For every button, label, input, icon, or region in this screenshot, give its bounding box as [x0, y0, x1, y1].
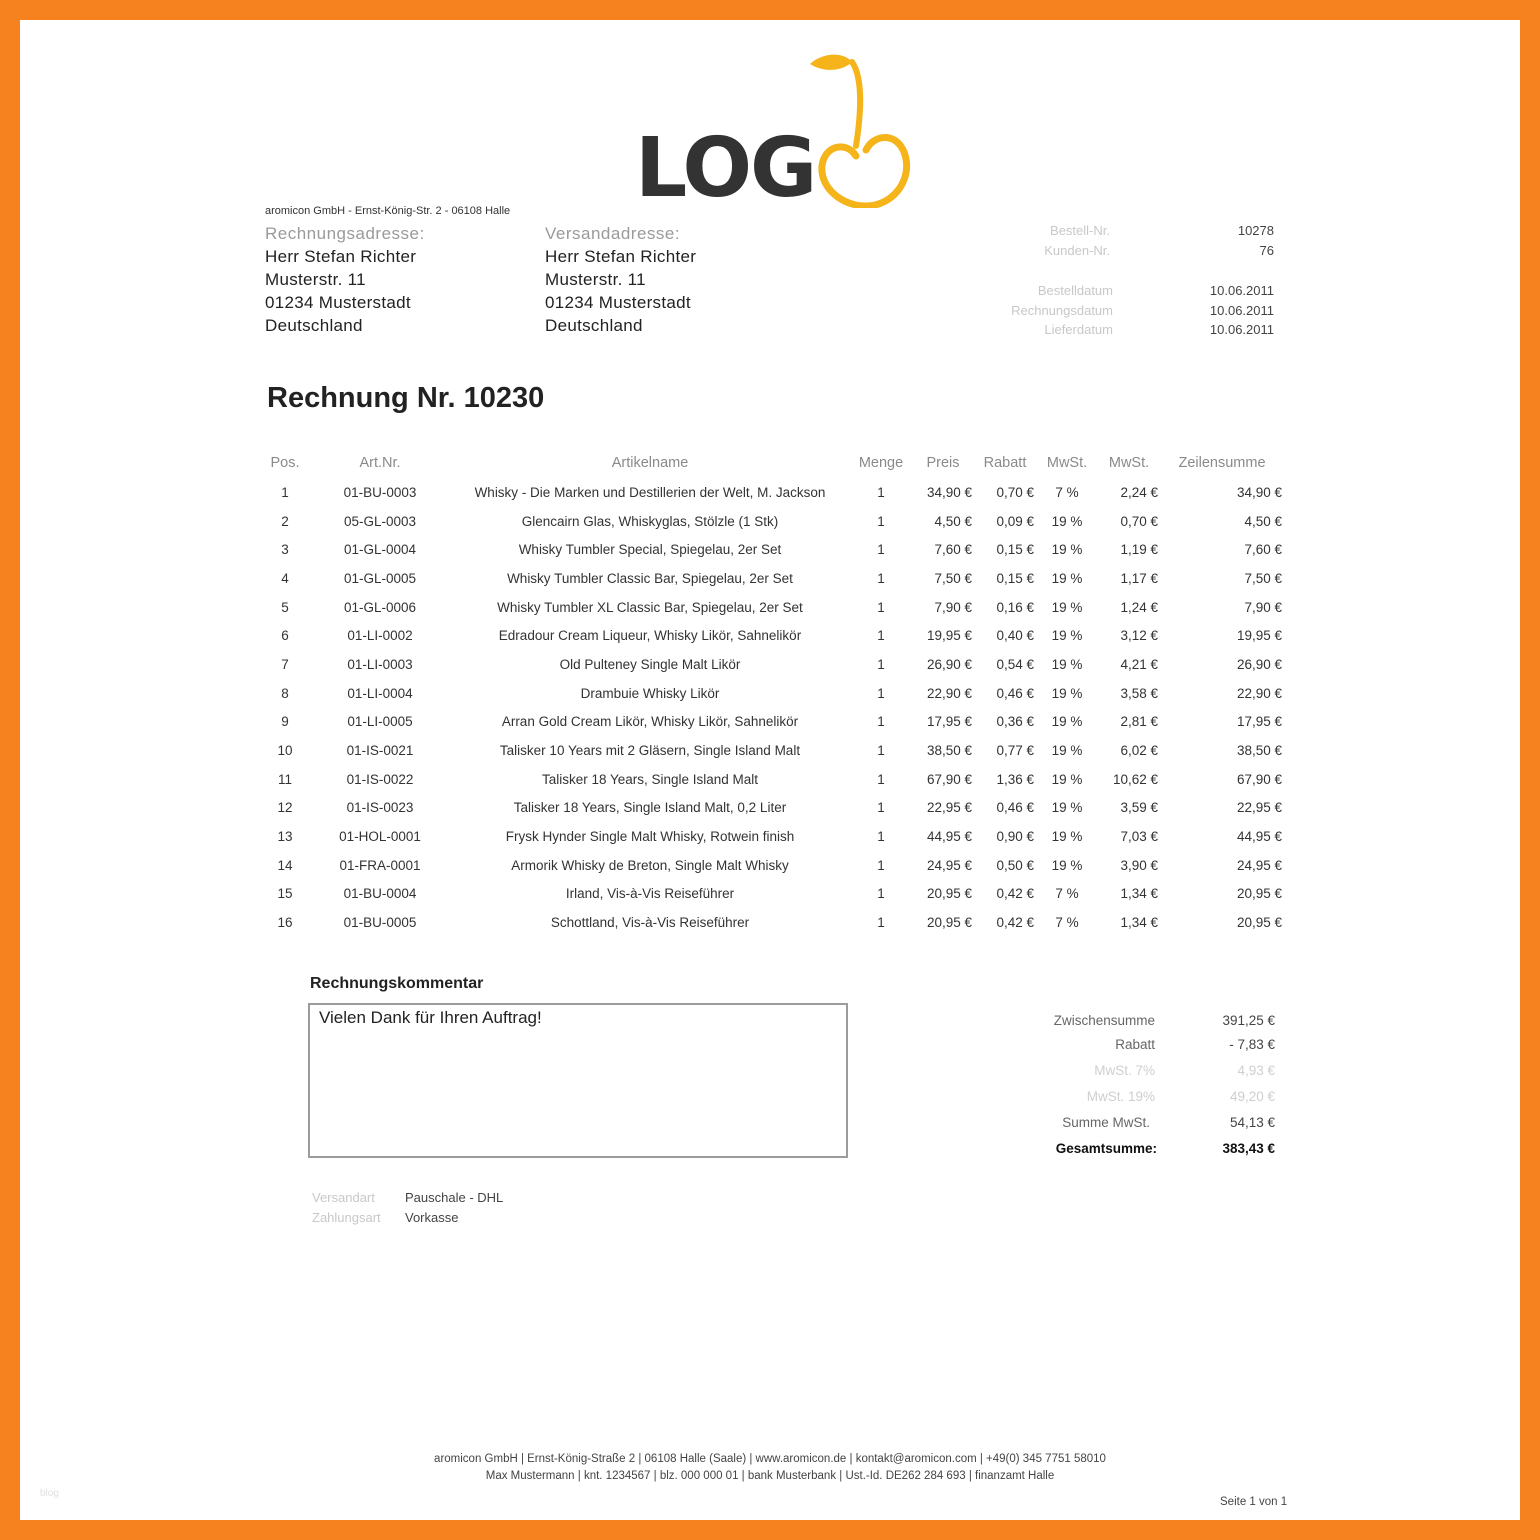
pos-cell: 12: [277, 800, 293, 816]
price-cell: 22,90 €: [926, 685, 972, 701]
comment-box: [308, 1003, 848, 1158]
pos-cell: 11: [277, 771, 292, 787]
vat19-label: MwSt. 19%: [1086, 1089, 1155, 1104]
article-name-cell: Old Pulteney Single Malt Likör: [559, 656, 741, 672]
shipping-address: [545, 222, 696, 337]
line-total-cell: 7,90 €: [1244, 599, 1282, 615]
column-header: MwSt.: [1108, 455, 1150, 471]
footer-line-1: aromicon GmbH | Ernst-König-Straße 2 | 06108 Halle (Saale) | www.aromicon.de | kontakt@aromicon.com | +49(0) 345 7751 58010: [434, 1453, 1106, 1465]
vat-amount-cell: 3,59 €: [1120, 800, 1158, 816]
vat-rate-cell: 19 %: [1051, 829, 1083, 845]
order-number-value: 10278: [1237, 223, 1274, 238]
vat-rate-cell: 7 %: [1055, 484, 1079, 500]
vat-rate-cell: 19 %: [1051, 656, 1083, 672]
article-number-cell: 01-IS-0021: [346, 743, 414, 759]
column-header: Menge: [858, 455, 904, 471]
table-row: [260, 679, 1284, 708]
vat-rate-cell: 19 %: [1051, 513, 1083, 529]
article-name-cell: Whisky - Die Marken und Destillerien der Welt, M. Jackson: [474, 484, 826, 500]
price-cell: 4,50 €: [934, 513, 972, 529]
line-total-cell: 19,95 €: [1236, 628, 1282, 644]
table-row: [260, 794, 1284, 823]
billing-line: Herr Stefan Richter: [265, 247, 417, 266]
discount-cell: 0,36 €: [996, 714, 1034, 730]
discount-value: - 7,83 €: [1229, 1037, 1275, 1052]
price-cell: 26,90 €: [926, 656, 972, 672]
quantity-cell: 1: [877, 857, 885, 873]
article-number-cell: 01-LI-0003: [347, 656, 413, 672]
quantity-cell: 1: [877, 771, 885, 787]
pos-cell: 13: [277, 829, 293, 845]
table-row: [260, 650, 1284, 679]
column-header: Pos.: [270, 455, 300, 471]
article-name-cell: Glencairn Glas, Whiskyglas, Stölzle (1 Stk): [521, 513, 779, 529]
discount-cell: 0,42 €: [996, 886, 1034, 902]
pos-cell: 1: [281, 484, 289, 500]
price-cell: 22,95 €: [926, 800, 972, 816]
line-total-cell: 4,50 €: [1244, 513, 1282, 529]
billing-address: [265, 222, 425, 337]
vat-rate-cell: 19 %: [1051, 743, 1083, 759]
discount-cell: 1,36 €: [996, 771, 1034, 787]
vat-amount-cell: 2,81 €: [1120, 714, 1158, 730]
column-header: MwSt.: [1046, 455, 1088, 471]
vat-amount-cell: 3,12 €: [1120, 628, 1158, 644]
shipping-line: Herr Stefan Richter: [545, 247, 697, 266]
pos-cell: 14: [277, 857, 293, 873]
table-row: [260, 535, 1284, 564]
line-total-cell: 22,90 €: [1236, 685, 1282, 701]
article-number-cell: 01-LI-0004: [347, 685, 413, 701]
price-cell: 17,95 €: [926, 714, 972, 730]
invoice-page: [20, 20, 1520, 1520]
vat-rate-cell: 7 %: [1055, 915, 1079, 931]
pos-cell: 8: [281, 685, 289, 701]
table-row: [260, 851, 1284, 880]
line-total-cell: 17,95 €: [1236, 714, 1282, 730]
order-number-label: Bestell-Nr.: [1050, 223, 1110, 238]
subtotal-label: Zwischensumme: [1053, 1013, 1155, 1028]
quantity-cell: 1: [877, 714, 885, 730]
table-row: [260, 593, 1284, 622]
table-row: [260, 880, 1284, 909]
pos-cell: 6: [281, 628, 289, 644]
line-total-cell: 24,95 €: [1236, 857, 1282, 873]
line-total-cell: 22,95 €: [1236, 800, 1282, 816]
article-number-cell: 01-IS-0022: [346, 771, 414, 787]
price-cell: 34,90 €: [926, 484, 972, 500]
article-number-cell: 01-LI-0005: [347, 714, 413, 730]
article-name-cell: Schottland, Vis-à-Vis Reiseführer: [550, 915, 750, 931]
logo-text: LOG: [635, 121, 816, 216]
pos-cell: 5: [281, 599, 289, 615]
line-total-cell: 20,95 €: [1236, 915, 1282, 931]
vat-rate-cell: 19 %: [1051, 857, 1083, 873]
line-total-cell: 7,50 €: [1244, 570, 1282, 586]
payment-method-label: Zahlungsart: [312, 1210, 381, 1225]
line-total-cell: 26,90 €: [1236, 656, 1282, 672]
price-cell: 7,60 €: [934, 542, 972, 558]
table-row: [260, 507, 1284, 536]
discount-cell: 0,16 €: [996, 599, 1034, 615]
vat-amount-cell: 10,62 €: [1112, 771, 1158, 787]
price-cell: 67,90 €: [926, 771, 972, 787]
quantity-cell: 1: [877, 542, 885, 558]
comment-label: Rechnungskommentar: [310, 975, 484, 992]
vat-amount-cell: 3,90 €: [1120, 857, 1158, 873]
vat-amount-cell: 0,70 €: [1120, 513, 1158, 529]
discount-cell: 0,77 €: [996, 743, 1034, 759]
watermark: blog: [40, 1488, 59, 1499]
discount-cell: 0,50 €: [996, 857, 1034, 873]
quantity-cell: 1: [877, 886, 885, 902]
order-date-label: Bestelldatum: [1037, 283, 1113, 298]
pos-cell: 4: [281, 570, 289, 586]
article-name-cell: Irland, Vis-à-Vis Reiseführer: [565, 886, 735, 902]
invoice-date-value: 10.06.2011: [1209, 303, 1274, 318]
vat-amount-cell: 1,34 €: [1120, 915, 1158, 931]
vat-amount-cell: 1,19 €: [1120, 542, 1158, 558]
line-total-cell: 67,90 €: [1236, 771, 1282, 787]
discount-cell: 0,09 €: [996, 513, 1034, 529]
order-date-value: 10.06.2011: [1209, 283, 1274, 298]
vat-amount-cell: 1,17 €: [1120, 570, 1158, 586]
grand-total-value: 383,43 €: [1222, 1141, 1275, 1156]
grand-total-label: Gesamtsumme:: [1055, 1141, 1157, 1156]
price-cell: 7,50 €: [934, 570, 972, 586]
discount-cell: 0,90 €: [996, 829, 1034, 845]
table-row: [260, 621, 1284, 650]
table-row: [260, 822, 1284, 851]
article-number-cell: 05-GL-0003: [343, 513, 417, 529]
billing-line: Musterstr. 11: [265, 270, 366, 289]
line-total-cell: 34,90 €: [1236, 484, 1282, 500]
comment-text: Vielen Dank für Ihren Auftrag!: [319, 1008, 542, 1027]
vat19-value: 49,20 €: [1229, 1089, 1275, 1104]
discount-cell: 0,15 €: [996, 542, 1034, 558]
article-name-cell: Whisky Tumbler Special, Spiegelau, 2er Set: [518, 542, 782, 558]
line-total-cell: 20,95 €: [1236, 886, 1282, 902]
vat-amount-cell: 1,34 €: [1120, 886, 1158, 902]
vat-rate-cell: 19 %: [1051, 771, 1083, 787]
vat-rate-cell: 19 %: [1051, 714, 1083, 730]
price-cell: 44,95 €: [926, 829, 972, 845]
footer-line-2: Max Mustermann | knt. 1234567 | blz. 000 000 01 | bank Musterbank | Ust.-Id. DE262 284 693 | finanzamt Halle: [485, 1470, 1055, 1482]
invoice-title: Rechnung Nr. 10230: [267, 382, 545, 414]
shipping-method-label: Versandart: [312, 1190, 375, 1205]
shipping-method-value: Pauschale - DHL: [405, 1190, 504, 1205]
article-number-cell: 01-HOL-0001: [339, 829, 421, 845]
article-number-cell: 01-LI-0002: [347, 628, 413, 644]
table-row: [260, 708, 1284, 737]
line-total-cell: 38,50 €: [1236, 743, 1282, 759]
discount-cell: 0,42 €: [996, 915, 1034, 931]
vat7-value: 4,93 €: [1237, 1063, 1275, 1078]
article-name-cell: Talisker 18 Years, Single Island Malt: [541, 771, 759, 787]
quantity-cell: 1: [877, 829, 885, 845]
column-header: Zeilensumme: [1178, 455, 1266, 471]
discount-cell: 0,54 €: [996, 656, 1034, 672]
discount-cell: 0,46 €: [996, 800, 1034, 816]
price-cell: 7,90 €: [934, 599, 972, 615]
table-row: [260, 765, 1284, 794]
quantity-cell: 1: [877, 484, 885, 500]
article-number-cell: 01-BU-0004: [343, 886, 417, 902]
quantity-cell: 1: [877, 743, 885, 759]
article-name-cell: Armorik Whisky de Breton, Single Malt Whisky: [511, 857, 789, 873]
discount-cell: 0,46 €: [996, 685, 1034, 701]
pos-cell: 15: [277, 886, 293, 902]
shipping-address-label: Versandadresse:: [545, 224, 681, 243]
subtotal-value: 391,25 €: [1222, 1013, 1275, 1028]
vat-rate-cell: 19 %: [1051, 628, 1083, 644]
article-number-cell: 01-GL-0005: [343, 570, 417, 586]
pos-cell: 7: [281, 656, 289, 672]
line-total-cell: 44,95 €: [1236, 829, 1282, 845]
table-row: [260, 908, 1284, 937]
discount-label: Rabatt: [1115, 1037, 1155, 1052]
price-cell: 20,95 €: [926, 886, 972, 902]
payment-method-value: Vorkasse: [405, 1210, 459, 1225]
column-header: Rabatt: [983, 455, 1027, 471]
quantity-cell: 1: [877, 628, 885, 644]
vat-amount-cell: 7,03 €: [1120, 829, 1158, 845]
vat-amount-cell: 6,02 €: [1120, 743, 1158, 759]
vat-rate-cell: 7 %: [1055, 886, 1079, 902]
vat-amount-cell: 1,24 €: [1120, 599, 1158, 615]
invoice-date-label: Rechnungsdatum: [1011, 303, 1113, 318]
vat-rate-cell: 19 %: [1051, 599, 1083, 615]
pos-cell: 10: [277, 743, 293, 759]
article-number-cell: 01-GL-0004: [343, 542, 417, 558]
article-number-cell: 01-IS-0023: [346, 800, 414, 816]
discount-cell: 0,70 €: [996, 484, 1034, 500]
article-name-cell: Talisker 18 Years, Single Island Malt, 0,2 Liter: [513, 800, 787, 816]
article-number-cell: 01-BU-0003: [343, 484, 417, 500]
discount-cell: 0,40 €: [996, 628, 1034, 644]
column-header: Art.Nr.: [359, 455, 401, 471]
table-row: [260, 564, 1284, 593]
discount-cell: 0,15 €: [996, 570, 1034, 586]
pos-cell: 2: [281, 513, 289, 529]
billing-line: 01234 Musterstadt: [265, 293, 411, 312]
vat-rate-cell: 19 %: [1051, 542, 1083, 558]
column-header: Artikelname: [611, 455, 689, 471]
article-name-cell: Whisky Tumbler XL Classic Bar, Spiegelau, 2er Set: [497, 599, 803, 615]
quantity-cell: 1: [877, 915, 885, 931]
price-cell: 19,95 €: [926, 628, 972, 644]
table-row: [260, 736, 1284, 765]
article-name-cell: Edradour Cream Liqueur, Whisky Likör, Sahnelikör: [498, 628, 802, 644]
quantity-cell: 1: [877, 513, 885, 529]
delivery-date-value: 10.06.2011: [1209, 322, 1274, 337]
quantity-cell: 1: [877, 685, 885, 701]
column-header: Preis: [926, 455, 960, 471]
price-cell: 24,95 €: [926, 857, 972, 873]
quantity-cell: 1: [877, 599, 885, 615]
pos-cell: 9: [281, 714, 289, 730]
pos-cell: 16: [277, 915, 293, 931]
article-name-cell: Talisker 10 Years mit 2 Gläsern, Single Island Malt: [499, 743, 801, 759]
article-name-cell: Frysk Hynder Single Malt Whisky, Rotwein finish: [505, 829, 795, 845]
article-number-cell: 01-BU-0005: [343, 915, 417, 931]
article-number-cell: 01-GL-0006: [343, 599, 417, 615]
line-total-cell: 7,60 €: [1244, 542, 1282, 558]
billing-line: Deutschland: [265, 316, 363, 335]
vat-amount-cell: 4,21 €: [1120, 656, 1158, 672]
shipping-line: Musterstr. 11: [545, 270, 646, 289]
vat-amount-cell: 3,58 €: [1120, 685, 1158, 701]
vat-rate-cell: 19 %: [1051, 685, 1083, 701]
article-number-cell: 01-FRA-0001: [339, 857, 421, 873]
article-name-cell: Whisky Tumbler Classic Bar, Spiegelau, 2er Set: [507, 570, 793, 586]
quantity-cell: 1: [877, 656, 885, 672]
article-name-cell: Arran Gold Cream Likör, Whisky Likör, Sahnelikör: [501, 714, 799, 730]
shipping-line: 01234 Musterstadt: [545, 293, 691, 312]
price-cell: 38,50 €: [926, 743, 972, 759]
vat-amount-cell: 2,24 €: [1120, 484, 1158, 500]
vat7-label: MwSt. 7%: [1094, 1063, 1155, 1078]
table-header-row: [260, 448, 1284, 478]
sender-line: aromicon GmbH - Ernst-König-Str. 2 - 06108 Halle: [265, 205, 511, 217]
delivery-date-label: Lieferdatum: [1044, 322, 1113, 337]
shipping-line: Deutschland: [545, 316, 643, 335]
customer-number-value: 76: [1259, 243, 1274, 258]
cherry-icon: [802, 48, 912, 208]
page-number: Seite 1 von 1: [1220, 1496, 1288, 1508]
billing-address-label: Rechnungsadresse:: [265, 224, 425, 243]
vat-rate-cell: 19 %: [1051, 570, 1083, 586]
vat-rate-cell: 19 %: [1051, 800, 1083, 816]
customer-number-label: Kunden-Nr.: [1044, 243, 1110, 258]
pos-cell: 3: [281, 542, 289, 558]
table-row: [260, 478, 1284, 507]
quantity-cell: 1: [877, 570, 885, 586]
items-table: [260, 448, 1284, 937]
quantity-cell: 1: [877, 800, 885, 816]
price-cell: 20,95 €: [926, 915, 972, 931]
article-name-cell: Drambuie Whisky Likör: [580, 685, 720, 701]
vat-sum-label: Summe MwSt.: [1062, 1115, 1150, 1130]
vat-sum-value: 54,13 €: [1229, 1115, 1275, 1130]
